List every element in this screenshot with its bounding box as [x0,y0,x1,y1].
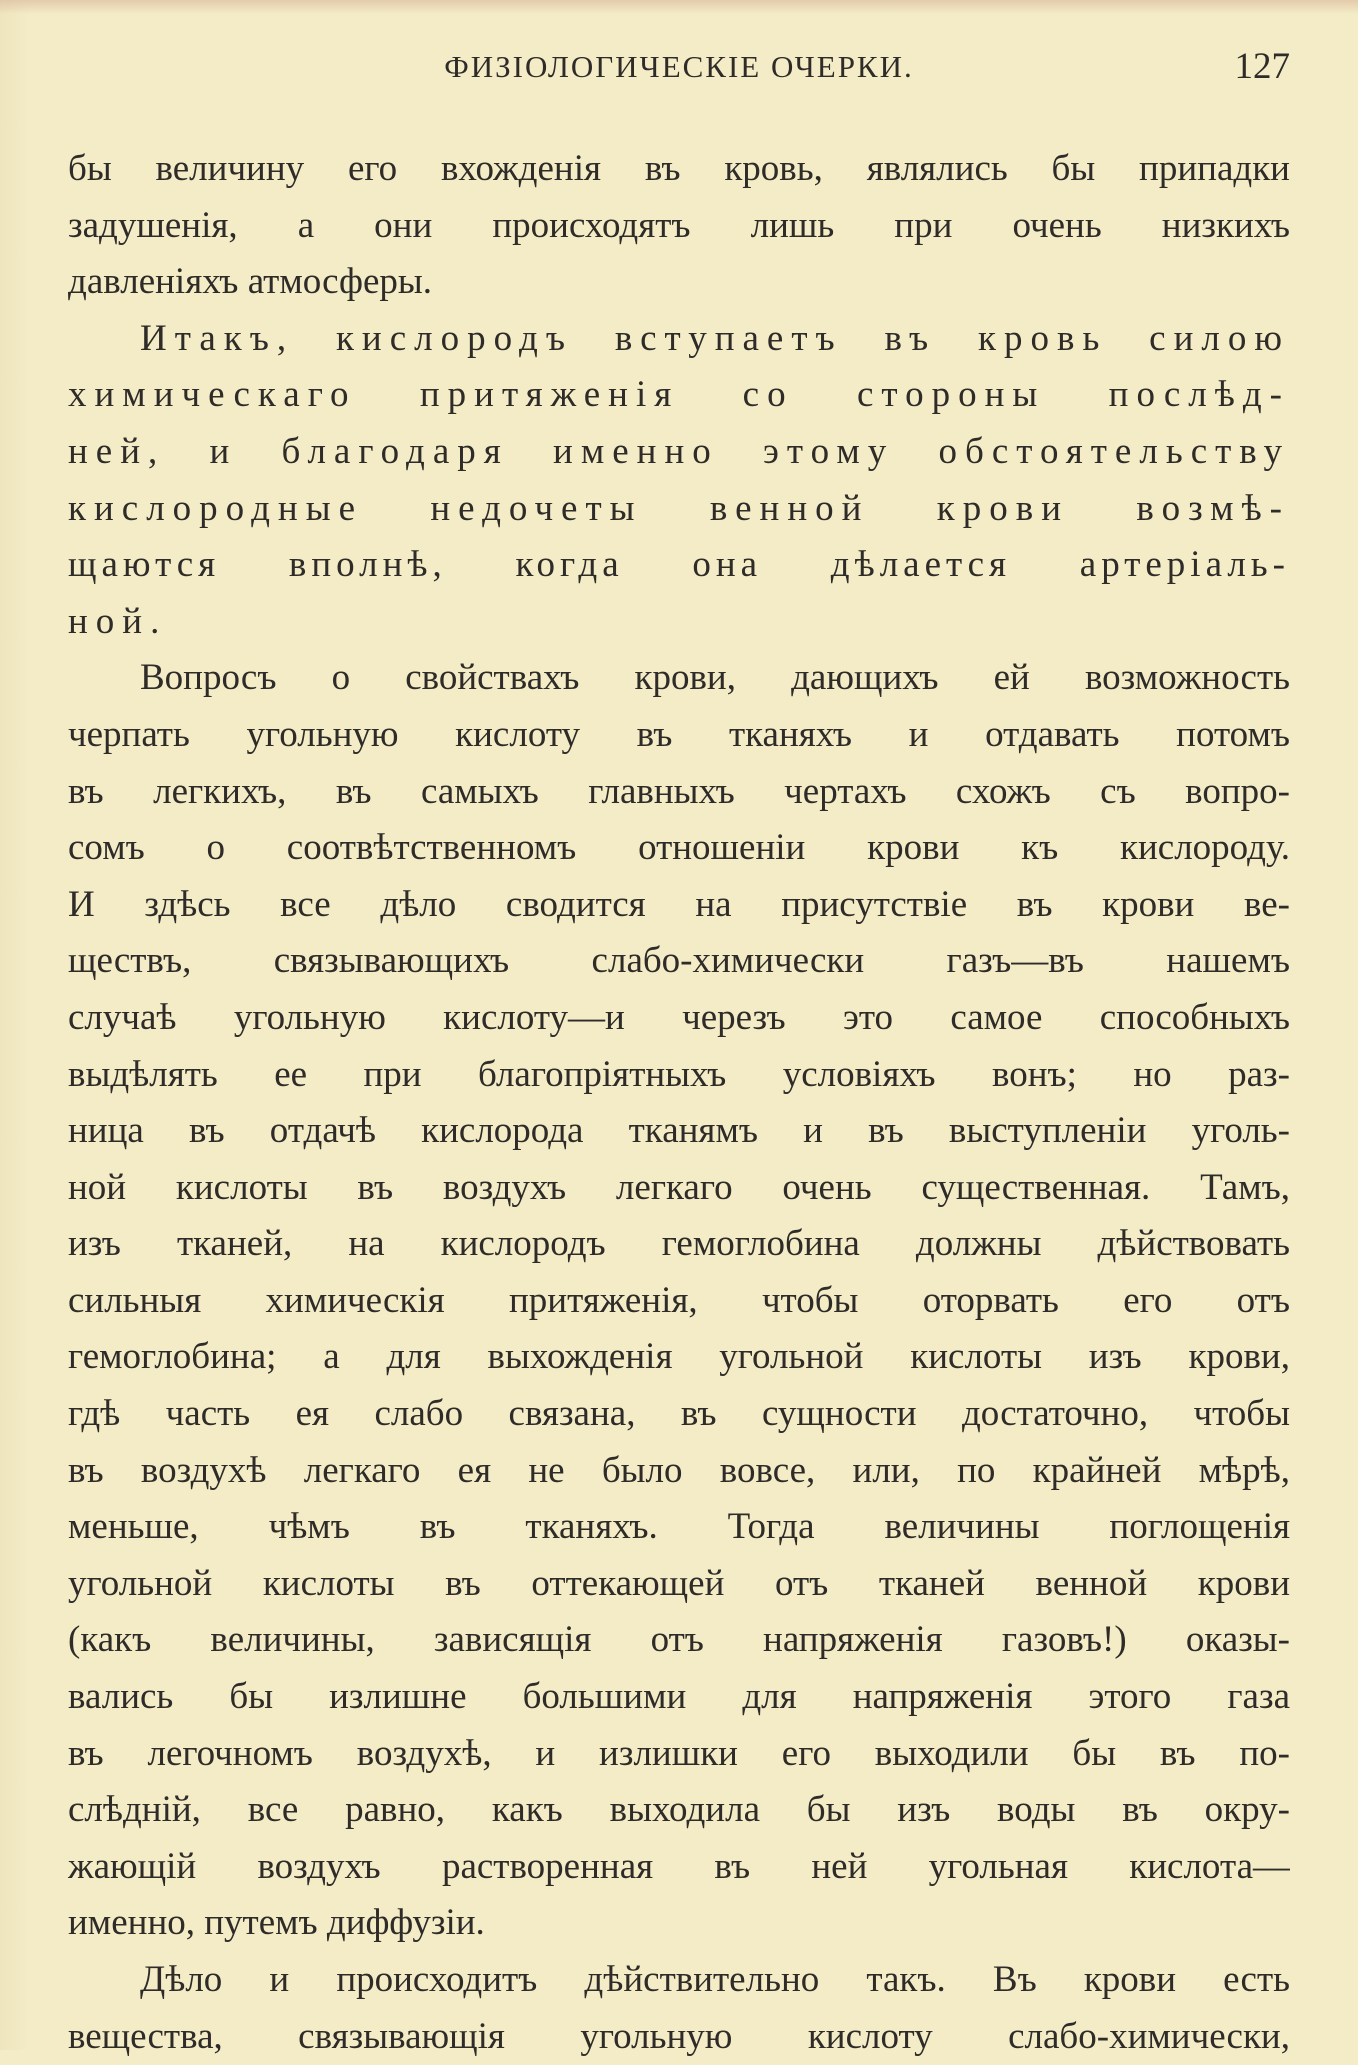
body-text [68,141,1290,2065]
text-line: угольной кислоты въ оттекающей отъ тканей венной крови [68,1562,1290,1604]
text-line: ной кислоты въ воздухъ легкаго очень существенная. Тамъ, [68,1166,1290,1208]
text-line: черпать угольную кислоту въ тканяхъ и отдавать потомъ [68,713,1290,755]
text-line: И здѣсь все дѣло сводится на присутствіе въ крови ве- [68,883,1290,925]
text-line: ница въ отдачѣ кислорода тканямъ и въ выступленіи уголь- [68,1110,1290,1152]
page-number: 127 [1234,46,1290,87]
text-line: ней, и благодаря именно этому обстоятельству [68,430,1290,472]
text-line: Вопросъ о свойствахъ крови, дающихъ ей возможность [140,657,1290,699]
text-line: бы величину его вхожденія въ кровь, являлись бы припадки [68,148,1290,189]
text-line: щаются вполнѣ, когда она дѣлается артеріаль- [68,544,1290,586]
text-line: давленіяхъ атмосферы. [68,261,433,303]
text-line: изъ тканей, на кислородъ гемоглобина должны дѣйствовать [68,1223,1290,1265]
text-line: кислородные недочеты венной крови возмѣ- [68,487,1290,529]
text-line: сильныя химическія притяженія, чтобы оторвать его отъ [68,1279,1290,1321]
text-line: вались бы излишне большими для напряженія этого газа [68,1676,1290,1718]
page-header [68,42,1290,92]
text-line: ной. [68,600,168,642]
text-line: гемоглобина; а для выхожденія угольной кислоты изъ крови, [68,1336,1290,1378]
text-line: гдѣ часть ея слабо связана, въ сущности достаточно, чтобы [68,1393,1290,1435]
text-line: въ легкихъ, въ самыхъ главныхъ чертахъ схожъ съ вопро- [68,770,1290,812]
text-line: случаѣ угольную кислоту—и черезъ это самое способныхъ [68,996,1290,1038]
text-line: въ воздухѣ легкаго ея не было вовсе, или, по крайней мѣрѣ, [68,1449,1290,1491]
text-line: въ легочномъ воздухѣ, и излишки его выходили бы въ по- [68,1732,1290,1774]
text-line: ществъ, связывающихъ слабо-химически газъ—въ нашемъ [68,940,1290,982]
text-line: слѣдній, все равно, какъ выходила бы изъ воды въ окру- [68,1789,1290,1831]
text-line: меньше, чѣмъ въ тканяхъ. Тогда величины поглощенія [68,1506,1290,1548]
text-line: Дѣло и происходитъ дѣйствительно такъ. Въ крови есть [140,1959,1290,2000]
text-line: Итакъ, кислородъ вступаетъ въ кровь силою [140,317,1290,359]
text-line: вещества, связывающія угольную кислоту слабо-химически, [68,2015,1290,2057]
text-line: выдѣлять ее при благопріятныхъ условіяхъ вонъ; но раз- [68,1053,1290,1095]
running-title: ФИЗІОЛОГИЧЕСКІЕ ОЧЕРКИ. [444,49,914,84]
text-line: именно, путемъ диффузіи. [68,1902,485,1944]
text-line: жающій воздухъ растворенная въ ней угольная кислота— [68,1845,1290,1887]
text-line: химическаго притяженія со стороны послѣд- [68,374,1290,416]
text-line: (какъ величины, зависящія отъ напряженія газовъ!) оказы- [68,1619,1290,1661]
text-line: сомъ о соотвѣтственномъ отношеніи крови къ кислороду. [68,827,1290,869]
text-line: задушенія, а они происходятъ лишь при очень низкихъ [68,204,1290,246]
